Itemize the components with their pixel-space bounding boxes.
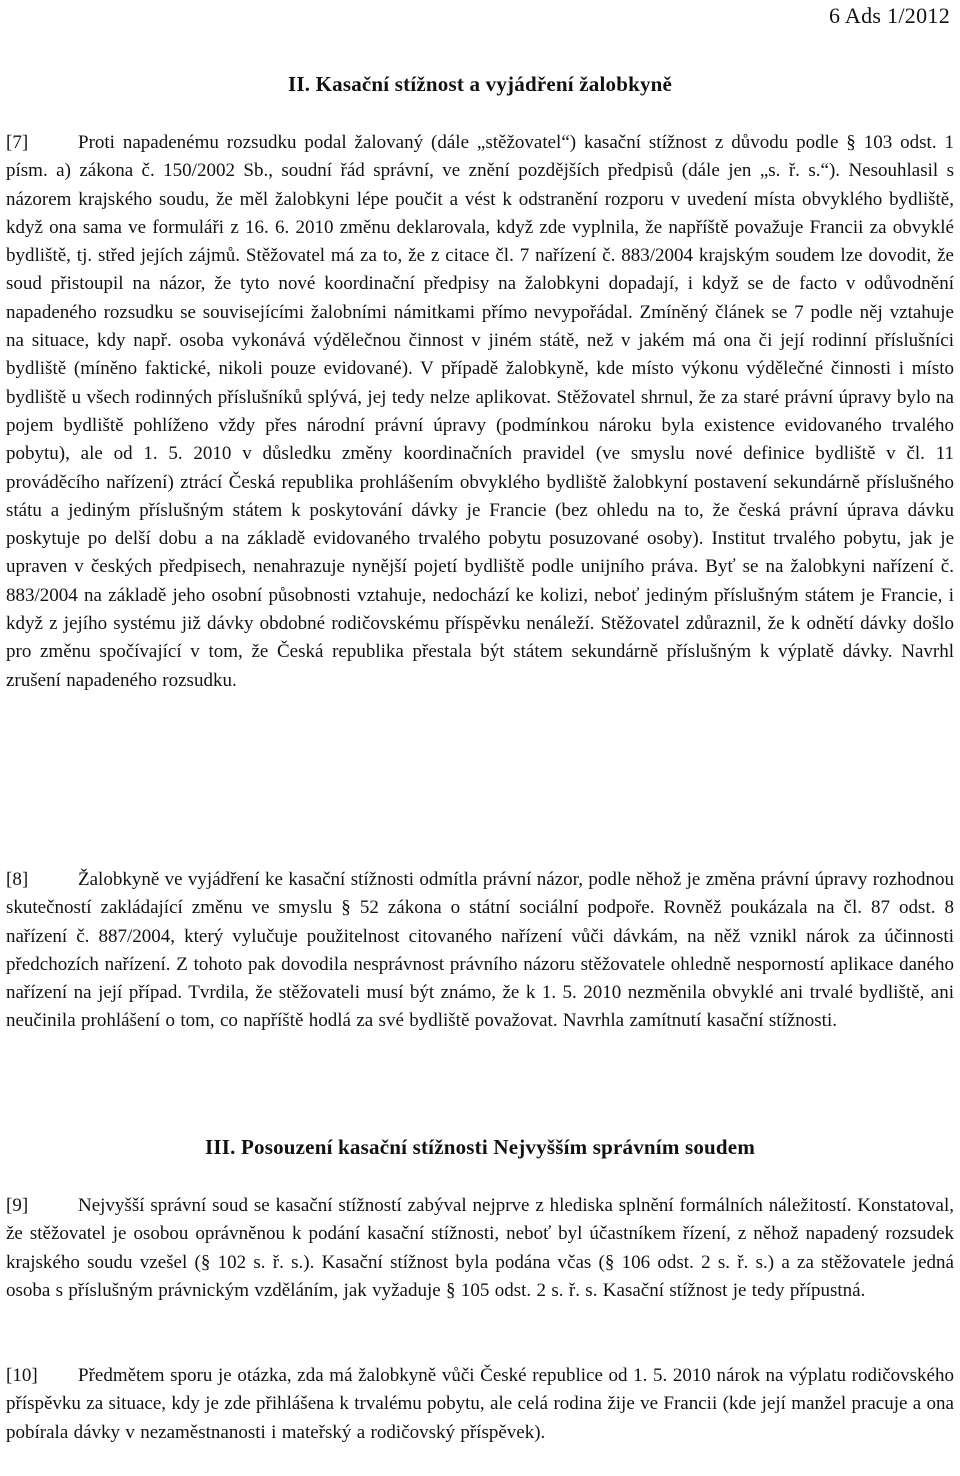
paragraph-number: [9] xyxy=(6,1195,29,1216)
case-number: 6 Ads 1/2012 xyxy=(829,3,950,28)
document-page xyxy=(6,0,954,1476)
paragraph-text: Předmětem sporu je otázka, zda má žalobkyně vůči České republice od 1. 5. 2010 nárok na výplatu rodičovského příspěvku za situace, kdy je zde přihlášena k trvalému pobytu, ale celá rodina žije ve Francii (kde její manžel pracuje a ona pobírala dávky v nezaměstnanosti i mateřský a rodičovský příspěvek). xyxy=(6,1365,954,1443)
paragraph-text: Proti napadenému rozsudku podal žalovaný (dále „stěžovatel“) kasační stížnost z důvodu podle § 103 odst. 1 písm. a) zákona č. 150/2002 Sb., soudní řád správní, ve znění pozdějších předpisů (dále jen „s. ř. s.“). Nesouhlasil s názorem krajského soudu, že měl žalobkyni lépe poučit a vést k odstranění rozporu v uvedení místa obvyklého bydliště, když ona sama ve formuláři z 16. 6. 2010 změnu deklarovala, když zde vyplnila, že napříště považuje Francii za obvyklé bydliště, tj. střed jejích zájmů. Stěžovatel má za to, že z citace čl. 7 nařízení č. 883/2004 krajským soudem lze dovodit, že soud přistoupil na názor, že tyto nové koordinační předpisy na žalobkyni dopadají, i když se de facto v odůvodnění napadeného rozsudku se souvisejícími žalobními námitkami přímo nevypořádal. Zmíněný článek se 7 podle něj vztahuje na situace, kdy např. osoba vykonává výdělečnou činnost v jiném státě, než v jakém má ona či její rodinní příslušníci bydliště (míněno faktické, nikoli pouze evidované). V případě žalobkyně, kde místo výkonu výdělečné činnosti i místo bydliště u všech rodinných příslušníků splývá, jej tedy nelze aplikovat. Stěžovatel shrnul, že za staré právní úpravy bylo na pojem bydliště pohlíženo vždy přes národní právní úpravy (podmínkou nároku byla existence evidovaného trvalého pobytu), ale od 1. 5. 2010 v důsledku změny koordinačních pravidel (ve smyslu nové definice bydliště v čl. 11 prováděcího nařízení) ztrácí Česká republika prohlášením obvyklého bydliště žalobkyní postavení sekundárně příslušného státu a jediným příslušným státem k poskytování dávky je Francie (bez ohledu na to, že česká právní úprava dávku poskytuje po delší dobu a na základě evidovaného trvalého pobytu posuzované osoby). Institut trvalého pobytu, jak je upraven v českých předpisech, nenahrazuje nynější pojetí bydliště podle unijního práva. Byť se na žalobkyni nařízení č. 883/2004 na základě jeho osobní působnosti vztahuje, nedochází ke kolizi, neboť jediným příslušným státem je Francie, i když z jejího systému již dávky obdobné rodičovskému příspěvku nenáleží. Stěžovatel zdůraznil, že k odnětí dávky došlo pro změnu spočívající v tom, že Česká republika přestala být státem sekundárně příslušným k výplatě dávky. Navrhl zrušení napadeného rozsudku. xyxy=(6,132,954,691)
section-heading-ii: II. Kasační stížnost a vyjádření žalobkyně xyxy=(287,72,673,96)
paragraph-8 xyxy=(6,866,954,1036)
paragraph-10 xyxy=(6,1362,954,1447)
section-heading-iii: III. Posouzení kasační stížnosti Nejvyšším správním soudem xyxy=(204,1135,756,1159)
paragraph-number: [7] xyxy=(6,132,29,153)
paragraph-9 xyxy=(6,1192,954,1305)
paragraph-text: Nejvyšší správní soud se kasační stížností zabýval nejprve z hlediska splnění formálních náležitostí. Konstatoval, že stěžovatel je osobou oprávněnou k podání kasační stížnosti, neboť byl účastníkem řízení, z něhož napadený rozsudek krajského soudu vzešel (§ 102 s. ř. s.). Kasační stížnost byla podána včas (§ 106 odst. 2 s. ř. s.) a za stěžovatele jedná osoba s příslušným právnickým vzděláním, jak vyžaduje § 105 odst. 2 s. ř. s. Kasační stížnost je tedy přípustná. xyxy=(6,1195,954,1301)
paragraph-7 xyxy=(6,129,954,695)
paragraph-number: [10] xyxy=(6,1365,38,1386)
paragraph-number: [8] xyxy=(6,869,29,890)
paragraph-text: Žalobkyně ve vyjádření ke kasační stížnosti odmítla právní názor, podle něhož je změna právní úpravy rozhodnou skutečností zakládající změnu ve smyslu § 52 zákona o státní sociální podpoře. Rovněž poukázala na čl. 87 odst. 8 nařízení č. 887/2004, který vylučuje použitelnost citovaného nařízení vůči dávkám, na něž vznikl nárok za účinnosti předchozích nařízení. Z tohoto pak dovodila nesprávnost právního názoru stěžovatele ohledně nesporností aplikace daného nařízení na její případ. Tvrdila, že stěžovateli musí být známo, že k 1. 5. 2010 nezměnila obvyklé ani trvalé bydliště, ani neučinila prohlášení o tom, co napříště hodlá za své bydliště považovat. Navrhla zamítnutí kasační stížnosti. xyxy=(6,869,954,1032)
